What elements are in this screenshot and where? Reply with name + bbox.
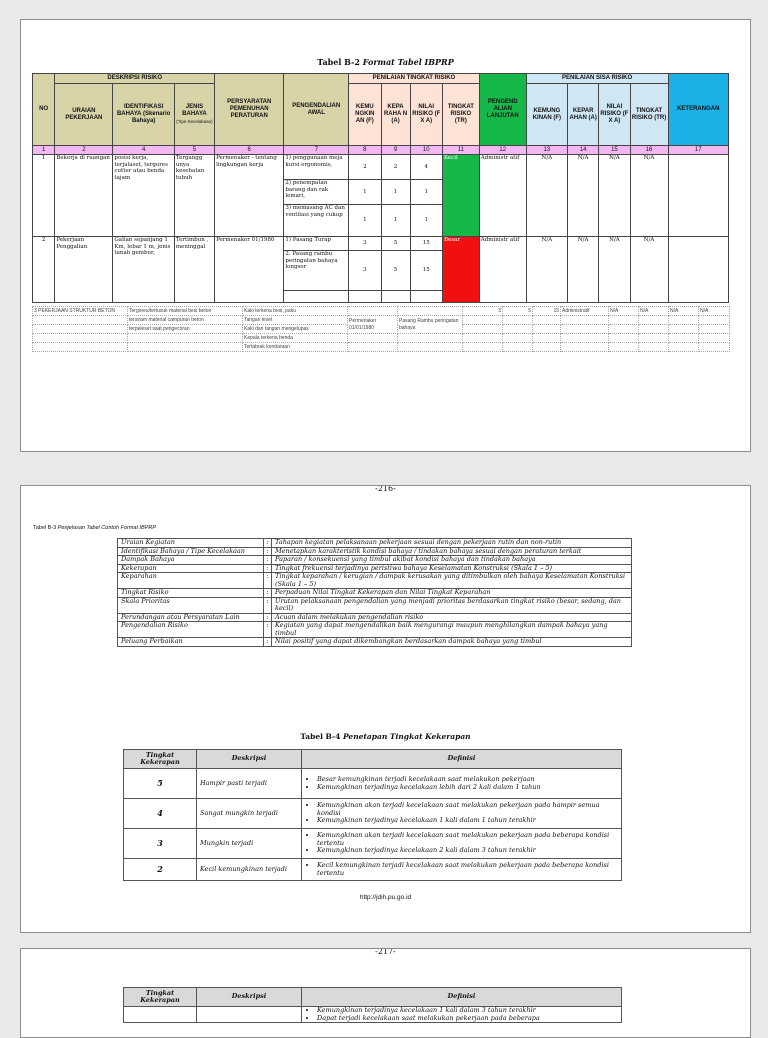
header-identifikasi: IDENTIFIKASI BAHAYA (Skenario Bahaya) — [113, 84, 174, 146]
description-cell: Sangat mungkin terjadi — [197, 799, 302, 829]
struct-fa: 15 — [533, 307, 561, 316]
row-tingkat-risiko: Kecil — [442, 155, 479, 237]
document-page-216 — [20, 485, 751, 933]
kekerapan-table — [123, 749, 622, 881]
definition-cell: Kegiatan yang dapat mengendalikan baik mengurangi maupun menghilangkan dampak bahaya yang timbul — [272, 622, 632, 638]
header-no: NO — [33, 74, 55, 146]
struct-injury: Kaki terkena besi, paku — [243, 307, 348, 316]
row-fa-sisa: N/A — [599, 155, 630, 237]
term-cell: Identifikasi Bahaya / Tipe Kecelakaan — [118, 547, 264, 556]
ibprp-table — [32, 73, 729, 303]
row-f: 1 — [349, 205, 381, 237]
row-fa — [410, 291, 442, 303]
colon-cell: : — [264, 638, 272, 647]
term-cell: Peluang Perbaikan — [118, 638, 264, 647]
row-jenis: Tergangg unya kesehatan tubuh — [174, 155, 214, 237]
table-row — [33, 334, 730, 343]
colon-cell: : — [264, 556, 272, 565]
table-row — [118, 638, 632, 647]
row-no: 2 — [33, 237, 55, 303]
row-f-sisa: N/A — [526, 155, 567, 237]
header-persyaratan: PERSYARATAN PEMENUHAN PERATURAN — [215, 74, 284, 146]
struct-hazard: Tergores/tertusuk material besi beton — [128, 307, 243, 316]
col-number: 2 — [55, 146, 113, 155]
row-keterangan — [668, 155, 728, 237]
struct-a: 5 — [503, 307, 533, 316]
row-jenis: Tertimbun , meninggal — [174, 237, 214, 303]
row-f: 3 — [349, 251, 381, 291]
level-cell: 4 — [124, 799, 197, 829]
row-a — [381, 291, 410, 303]
col-number: 6 — [215, 146, 284, 155]
header-lanjutan: PENGEND ALIAN LANJUTAN — [479, 74, 526, 146]
header-jenis: JENIS BAHAYA (Tipe Kecelakaan) — [174, 84, 214, 146]
term-cell: Pengendalian Risiko — [118, 622, 264, 638]
level-cell: 3 — [124, 829, 197, 859]
description-cell: Kecil kemungkinan terjadi — [197, 859, 302, 881]
row-f-sisa: N/A — [526, 237, 567, 303]
colon-cell: : — [264, 547, 272, 556]
row-persyaratan: Permenaker - tentang lingkungan kerja — [215, 155, 284, 237]
definition-cell — [302, 799, 622, 829]
term-cell: Tingkat Risiko — [118, 589, 264, 598]
col-number: 15 — [599, 146, 630, 155]
row-persyaratan: Permenaker 01/1980 — [215, 237, 284, 303]
definition-cell — [302, 829, 622, 859]
struct-regulation: Permenaker 01/01/1980 — [348, 316, 398, 334]
term-cell: Keparahan — [118, 573, 264, 589]
level-cell: 5 — [124, 769, 197, 799]
header-keparahan: KEPA RAHA N (A) — [381, 84, 410, 146]
colon-cell: : — [264, 589, 272, 598]
row-control: 3) memasang AC dan ventilasi yang cukup — [284, 205, 349, 237]
row-uraian: Pekerjaan Penggalian — [55, 237, 113, 303]
struct-injury: Tertabrak kendaraan — [243, 343, 348, 352]
col-number: 5 — [174, 146, 214, 155]
table-title: Tabel B-4 Penetapan Tingkat Kekerapan — [300, 732, 471, 741]
col-number: 4 — [113, 146, 174, 155]
col-number: 17 — [668, 146, 728, 155]
struct-label: 3 PEKERJAAN STRUKTUR BETON — [33, 307, 128, 316]
definition-cell: Paparan / konsekuensi yang timbul akibat kondisi bahaya dan tindakan bahaya — [272, 556, 632, 565]
row-f: 1 — [349, 180, 381, 205]
term-cell: Perundangan atau Persyaratan Lain — [118, 613, 264, 622]
colon-cell: : — [264, 597, 272, 613]
header-kemungkinan-sisa: KEMUNG KINAN (F) — [526, 84, 567, 146]
row-keterangan — [668, 237, 728, 303]
header-tingkat: TINGKAT RISIKO (TR) — [442, 84, 479, 146]
definition-item: • Kemungkinan akan terjadi kecelakaan saat melakukan pekerjaan pada beberapa kondisi tertentu — [317, 832, 618, 847]
colon-cell: : — [264, 573, 272, 589]
table-row — [118, 597, 632, 613]
table-title: Tabel B-2 Format Tabel IBPRP — [317, 57, 454, 67]
document-page-217 — [20, 948, 751, 1038]
definition-item: • Kemungkinan terjadinya kecelakaan lebih dari 2 kali dalam 1 tahun — [317, 784, 618, 792]
table-row — [33, 307, 730, 316]
table-row — [118, 622, 632, 638]
table-row — [118, 573, 632, 589]
definition-cell: Tingkat frekuensi terjadinya peristiwa bahaya Keselamatan Konstruksi (Skala 1 – 5) — [272, 564, 632, 573]
description-cell: Mungkin terjadi — [197, 829, 302, 859]
table-row — [124, 829, 622, 859]
header-def: Definisi — [302, 750, 622, 769]
colon-cell: : — [264, 613, 272, 622]
table-row — [124, 799, 622, 829]
definition-item: • Kemungkinan terjadinya kecelakaan 1 kali dalam 1 tahun terakhir — [317, 817, 618, 825]
level-cell: 2 — [124, 859, 197, 881]
definition-cell: Acuan dalam melakukan pengendalian risiko — [272, 613, 632, 622]
row-a: 2 — [381, 155, 410, 180]
struct-lanjutan: Administratif — [561, 307, 609, 316]
colon-cell: : — [264, 622, 272, 638]
col-number: 7 — [284, 146, 349, 155]
struct-na: N/A — [699, 307, 730, 316]
header-level: Tingkat Kekerapan — [124, 750, 197, 769]
definition-item: • Besar kemungkinan terjadi kecelakaan saat melakukan pekerjaan — [317, 776, 618, 784]
table-row — [124, 1007, 622, 1023]
header-desc: Deskripsi — [197, 988, 302, 1007]
table-row — [118, 556, 632, 565]
row-tr-sisa: N/A — [630, 155, 668, 237]
header-penilaian: PENILAIAN TINGKAT RISIKO — [349, 74, 480, 84]
row-control — [284, 291, 349, 303]
header-desc: Deskripsi — [197, 750, 302, 769]
definition-cell: Tahapan kegiatan pelaksanaan pekerjaan sesuai dengan pekerjaan rutin dan non-rutin — [272, 539, 632, 548]
header-pengendalian: PENGENDALIAN AWAL — [284, 74, 349, 146]
definition-cell: Tingkat keparahan / kerugian / dampak kerusakan yang ditimbulkan oleh bahaya Keselamatan Konstruksi (Skala 1 – 5) — [272, 573, 632, 589]
definition-cell — [302, 859, 622, 881]
struct-injury: Kaki dan tangan mengelupas — [243, 325, 348, 334]
header-def: Definisi — [302, 988, 622, 1007]
column-number-row — [33, 146, 729, 155]
definition-item: • Kemungkinan terjadinya kecelakaan 1 kali dalam 3 tahun terakhir — [317, 1007, 618, 1015]
col-number: 9 — [381, 146, 410, 155]
definition-cell — [302, 769, 622, 799]
struktur-beton-sheet — [32, 306, 730, 352]
header-tingkat-sisa: TINGKAT RISIKO (TR) — [630, 84, 668, 146]
col-number: 10 — [410, 146, 442, 155]
page-number: -217- — [375, 948, 396, 956]
col-number: 12 — [479, 146, 526, 155]
table-row — [33, 316, 730, 325]
row-fa-sisa: N/A — [599, 237, 630, 303]
header-kemungkinan: KEMU NGKIN AN (F) — [349, 84, 381, 146]
col-number: 13 — [526, 146, 567, 155]
row-lanjutan: Administr atif — [479, 155, 526, 237]
struct-na: N/A — [639, 307, 669, 316]
row-fa: 4 — [410, 155, 442, 180]
struct-na: N/A — [609, 307, 639, 316]
definition-cell: Menetapkan karakteristik kondisi bahaya / tindakan bahaya sesuai dengan peraturan terkait — [272, 547, 632, 556]
row-fa: 1 — [410, 205, 442, 237]
row-control: 1) Pasang Turap — [284, 237, 349, 251]
definition-item: • Kecil kemungkinan terjadi kecelakaan saat melakukan pekerjaan pada beberapa kondisi tertentu — [317, 862, 618, 877]
colon-cell: : — [264, 539, 272, 548]
col-number: 11 — [442, 146, 479, 155]
row-fa: 15 — [410, 237, 442, 251]
definition-cell: Nilai positif yang dapat dikembangkan berdasarkan dampak bahaya yang timbul — [272, 638, 632, 647]
header-uraian: URAIAN PEKERJAAN — [55, 84, 113, 146]
struct-f: 3 — [463, 307, 503, 316]
term-cell: Skala Prioritas — [118, 597, 264, 613]
row-control: 2) penempatan barang dan rak lemari, — [284, 180, 349, 205]
header-keterangan: KETERANGAN — [668, 74, 728, 146]
header-sisa: PENILAIAN SISA RISIKO — [526, 74, 668, 84]
row-a: 1 — [381, 205, 410, 237]
table-row — [124, 769, 622, 799]
row-f — [349, 291, 381, 303]
row-a: 5 — [381, 237, 410, 251]
header-nilai: NILAI RISIKO (F X A) — [410, 84, 442, 146]
table-row — [118, 539, 632, 548]
header-nilai-sisa: NILAI RISIKO (F X A) — [599, 84, 630, 146]
row-a-sisa: N/A — [568, 155, 599, 237]
document-page-ibprp-format — [20, 19, 751, 452]
definition-cell: Perpaduan Nilai Tingkat Kekerapan dan Nilai Tingkat Keparahan — [272, 589, 632, 598]
table-row — [124, 859, 622, 881]
struct-na: N/A — [669, 307, 699, 316]
description-cell: Hampir pasti terjadi — [197, 769, 302, 799]
struct-hazard: terpeleset saat pengecoran — [128, 325, 243, 334]
row-uraian: Bekerja di ruangan — [55, 155, 113, 237]
term-cell: Kekerapan — [118, 564, 264, 573]
struct-hazard: tersiram material campuran beton — [128, 316, 243, 325]
row-tingkat-risiko: Besar — [442, 237, 479, 303]
col-number: 1 — [33, 146, 55, 155]
row-fa: 1 — [410, 180, 442, 205]
row-f: 2 — [349, 155, 381, 180]
source-url: http://jdih.pu.go.id — [359, 894, 412, 901]
header-deskripsi: DESKRIPSI RISIKO — [55, 74, 215, 84]
row-a: 1 — [381, 180, 410, 205]
struct-injury: Tangan leset — [243, 316, 348, 325]
row-control: 2. Pasang rambu peringatan bahaya longsor — [284, 251, 349, 291]
table-row — [33, 237, 729, 251]
table-row — [33, 155, 729, 180]
definition-cell: Urutan pelaksanaan pengendalian yang menjadi prioritas berdasarkan tingkat risiko (besar, sedang, dan kecil) — [272, 597, 632, 613]
row-a-sisa: N/A — [568, 237, 599, 303]
header-level: Tingkat Kekerapan — [124, 988, 197, 1007]
row-a: 5 — [381, 251, 410, 291]
row-no: 1 — [33, 155, 55, 237]
explanation-table — [117, 538, 632, 647]
table-row — [33, 343, 730, 352]
definition-item: • Kemungkinan terjadinya kecelakaan 2 kali dalam 3 tahun terakhir — [317, 847, 618, 855]
struct-control: Pasang Rambu peringatan bahaya — [398, 316, 463, 334]
header-keparahan-sisa: KEPAR AHAN (A) — [568, 84, 599, 146]
page-number: -216- — [375, 485, 396, 493]
row-fa: 15 — [410, 251, 442, 291]
row-identifikasi: posisi kerja, terjalaset, tergores cutter atau benda tajam — [113, 155, 174, 237]
colon-cell: : — [264, 564, 272, 573]
kekerapan-table-continued — [123, 987, 622, 1023]
row-control: 1) penggunaan meja kursi ergonomis, — [284, 155, 349, 180]
row-identifikasi: Galian sepanjang 1 Km, lebar 1 m, jenis tanah gembur, — [113, 237, 174, 303]
table-row — [118, 589, 632, 598]
row-lanjutan: Administr atif — [479, 237, 526, 303]
term-cell: Uraian Kegiatan — [118, 539, 264, 548]
definition-item: • Dapat terjadi kecelakaan saat melakukan pekerjaan pada beberapa — [317, 1015, 618, 1023]
term-cell: Dampak Bahaya — [118, 556, 264, 565]
table-caption: Tabel B-3 Penjelasan Tabel Contoh Format IBPRP — [33, 525, 157, 531]
col-number: 14 — [568, 146, 599, 155]
row-f: 3 — [349, 237, 381, 251]
col-number: 8 — [349, 146, 381, 155]
row-tr-sisa: N/A — [630, 237, 668, 303]
definition-item: • Kemungkinan akan terjadi kecelakaan saat melakukan pekerjaan pada hampir semua kondisi — [317, 802, 618, 817]
struct-injury: Kepala terkena benda — [243, 334, 348, 343]
col-number: 16 — [630, 146, 668, 155]
